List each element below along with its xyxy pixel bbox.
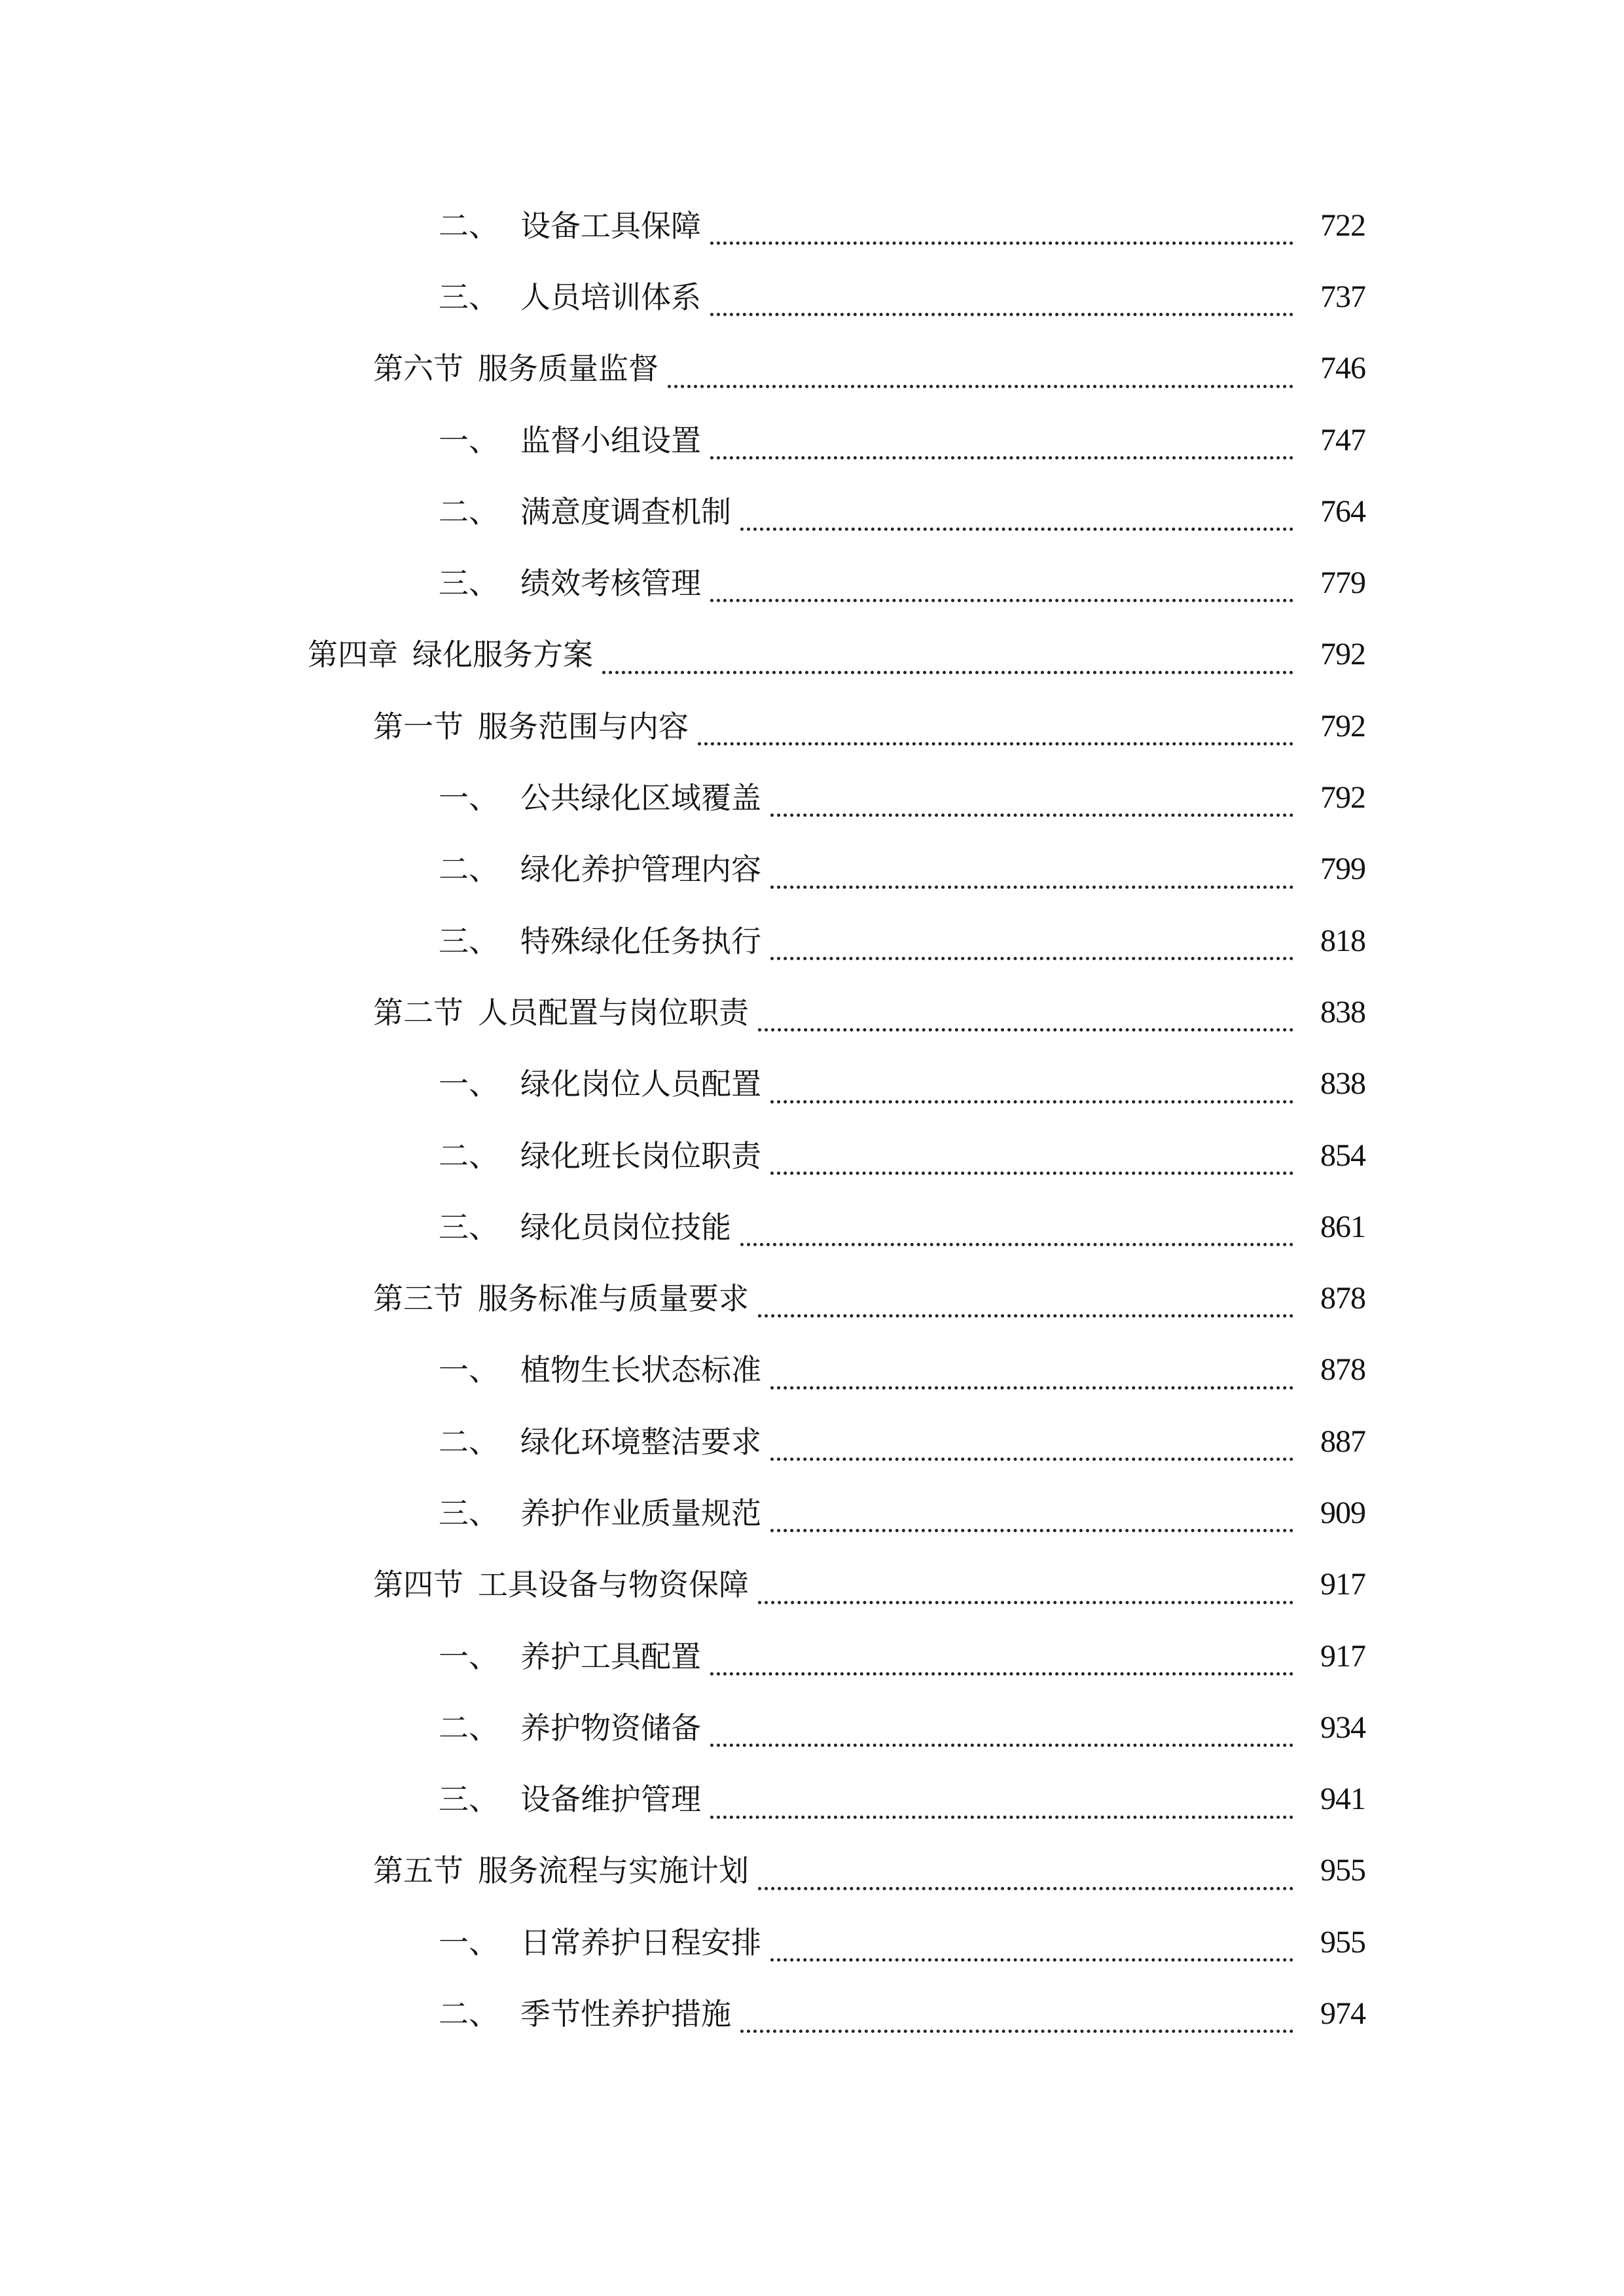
toc-entry-number: 第一节 [373, 708, 463, 744]
toc-entry-title: 绿化员岗位技能 [520, 1208, 735, 1247]
toc-entry-section[interactable] [0, 691, 1624, 762]
dot-leader [740, 1207, 1293, 1246]
toc-entry-heading [373, 993, 753, 1032]
dot-leader [710, 420, 1293, 459]
dot-leader [740, 492, 1293, 531]
toc-entry-number: 第四节 [373, 1567, 463, 1603]
toc-entry-heading [439, 1994, 735, 2034]
toc-entry-page-number: 737 [1293, 278, 1365, 317]
toc-entry-heading [439, 421, 705, 460]
toc-entry-title: 公共绿化区域覆盖 [520, 778, 765, 817]
toc-entry-heading [439, 1136, 765, 1175]
toc-entry-page-number: 722 [1293, 206, 1365, 245]
dot-leader [758, 1565, 1293, 1604]
dot-leader [698, 706, 1293, 745]
toc-entry-title: 植物生长状态标准 [520, 1350, 765, 1390]
toc-entry-number: 第二节 [373, 994, 463, 1030]
dot-leader [710, 1780, 1293, 1819]
toc-entry-heading [439, 564, 705, 603]
toc-entry-heading [373, 349, 662, 388]
toc-entry-page-number: 818 [1293, 922, 1365, 961]
toc-entry-title: 绿化服务方案 [412, 635, 597, 674]
dot-leader [710, 277, 1293, 316]
dot-leader [758, 992, 1293, 1031]
toc-entry-page-number: 764 [1293, 492, 1365, 531]
toc-entry-number: 第五节 [373, 1853, 463, 1889]
toc-entry-number: 一、 [439, 1066, 499, 1102]
toc-entry-number: 第三节 [373, 1281, 463, 1317]
toc-entry-page-number: 861 [1293, 1208, 1365, 1247]
toc-entry-title: 绿化环境整洁要求 [520, 1422, 765, 1462]
toc-entry-number: 一、 [439, 780, 499, 816]
toc-entry-page-number: 917 [1293, 1565, 1365, 1604]
toc-entry-page-number: 917 [1293, 1637, 1365, 1676]
toc-entry-page-number: 934 [1293, 1708, 1365, 1748]
toc-entry-title: 设备维护管理 [520, 1780, 705, 1819]
toc-entry-section[interactable] [0, 1835, 1624, 1907]
toc-entry-number: 三、 [439, 1495, 499, 1531]
toc-entry-number: 第六节 [373, 351, 463, 387]
dot-leader [710, 1636, 1293, 1676]
toc-entry-item[interactable] [0, 190, 1624, 261]
toc-entry-section[interactable] [0, 1549, 1624, 1621]
toc-entry-heading [373, 1565, 753, 1604]
toc-entry-heading [373, 707, 693, 746]
toc-entry-item[interactable] [0, 1907, 1624, 1978]
toc-entry-item[interactable] [0, 1692, 1624, 1763]
dot-leader [740, 1994, 1293, 2033]
toc-entry-number: 一、 [439, 422, 499, 458]
toc-entry-title: 监督小组设置 [520, 421, 705, 460]
toc-entry-heading [439, 1708, 705, 1748]
toc-entry-heading [439, 1422, 765, 1462]
toc-entry-section[interactable] [0, 1263, 1624, 1334]
toc-entry-page-number: 747 [1293, 421, 1365, 460]
toc-entry-number: 三、 [439, 1782, 499, 1818]
dot-leader [710, 563, 1293, 602]
toc-entry-item[interactable] [0, 547, 1624, 619]
toc-entry-page-number: 974 [1293, 1994, 1365, 2034]
toc-entry-title: 日常养护日程安排 [520, 1923, 765, 1962]
toc-entry-page-number: 838 [1293, 993, 1365, 1032]
toc-entry-item[interactable] [0, 834, 1624, 905]
toc-entry-title: 服务质量监督 [478, 349, 662, 388]
dot-leader [710, 206, 1293, 245]
toc-entry-number: 二、 [439, 207, 499, 243]
dot-leader [758, 1851, 1293, 1890]
table-of-contents [0, 190, 1624, 2050]
toc-entry-heading [439, 278, 705, 317]
toc-entry-number: 二、 [439, 852, 499, 888]
toc-entry-number: 第四章 [308, 637, 398, 673]
toc-entry-number: 一、 [439, 1352, 499, 1388]
toc-entry-heading [439, 1923, 765, 1962]
dot-leader [770, 1350, 1293, 1390]
toc-entry-page-number: 909 [1293, 1494, 1365, 1533]
toc-entry-heading [439, 1208, 735, 1247]
toc-entry-heading [439, 1350, 765, 1390]
toc-entry-item[interactable] [0, 476, 1624, 547]
toc-entry-number: 二、 [439, 493, 499, 529]
dot-leader [770, 1422, 1293, 1461]
dot-leader [758, 1278, 1293, 1318]
toc-entry-title: 绿化岗位人员配置 [520, 1064, 765, 1103]
toc-entry-number: 二、 [439, 1710, 499, 1746]
toc-entry-heading [439, 492, 735, 531]
toc-entry-page-number: 792 [1293, 778, 1365, 817]
toc-entry-heading [373, 1851, 753, 1890]
toc-entry-item[interactable] [0, 1621, 1624, 1692]
toc-entry-page-number: 792 [1293, 707, 1365, 746]
toc-entry-section[interactable] [0, 977, 1624, 1048]
toc-entry-title: 工具设备与物资保障 [478, 1565, 753, 1604]
dot-leader [710, 1708, 1293, 1747]
toc-entry-heading [439, 850, 765, 889]
toc-entry-heading [439, 778, 765, 817]
dot-leader [770, 1136, 1293, 1175]
toc-entry-page-number: 854 [1293, 1136, 1365, 1175]
toc-entry-number: 三、 [439, 1209, 499, 1245]
toc-entry-heading [439, 1494, 765, 1533]
toc-entry-title: 绩效考核管理 [520, 564, 705, 603]
toc-entry-chapter[interactable] [0, 619, 1624, 691]
toc-entry-number: 一、 [439, 1924, 499, 1960]
toc-entry-title: 绿化班长岗位职责 [520, 1136, 765, 1175]
toc-entry-item[interactable] [0, 1406, 1624, 1477]
toc-entry-number: 三、 [439, 923, 499, 959]
toc-entry-number: 二、 [439, 1996, 499, 2032]
toc-entry-page-number: 746 [1293, 349, 1365, 388]
toc-entry-section[interactable] [0, 333, 1624, 404]
toc-entry-title: 人员配置与岗位职责 [478, 993, 753, 1032]
toc-entry-item[interactable] [0, 1477, 1624, 1549]
toc-entry-page-number: 792 [1293, 635, 1365, 674]
dot-leader [770, 1064, 1293, 1103]
toc-entry-item[interactable] [0, 1120, 1624, 1191]
dot-leader [770, 1922, 1293, 1962]
toc-entry-title: 养护工具配置 [520, 1637, 705, 1676]
toc-entry-heading [308, 635, 597, 674]
dot-leader [770, 778, 1293, 817]
toc-entry-title: 设备工具保障 [520, 206, 705, 245]
toc-entry-title: 满意度调查机制 [520, 492, 735, 531]
toc-entry-heading [439, 1637, 705, 1676]
toc-entry-title: 养护物资储备 [520, 1708, 705, 1748]
dot-leader [770, 1493, 1293, 1532]
toc-entry-page-number: 941 [1293, 1780, 1365, 1819]
toc-entry-page-number: 887 [1293, 1422, 1365, 1462]
toc-entry-item[interactable] [0, 1335, 1624, 1406]
toc-entry-page-number: 955 [1293, 1923, 1365, 1962]
toc-entry-title: 人员培训体系 [520, 278, 705, 317]
toc-entry-number: 三、 [439, 279, 499, 315]
toc-entry-page-number: 779 [1293, 564, 1365, 603]
toc-entry-heading [373, 1279, 753, 1318]
toc-entry-item[interactable] [0, 762, 1624, 833]
toc-entry-item[interactable] [0, 905, 1624, 977]
toc-entry-page-number: 799 [1293, 850, 1365, 889]
toc-entry-page-number: 878 [1293, 1279, 1365, 1318]
toc-entry-item[interactable] [0, 404, 1624, 476]
toc-entry-title: 服务标准与质量要求 [478, 1279, 753, 1318]
toc-entry-page-number: 955 [1293, 1851, 1365, 1890]
toc-entry-heading [439, 1780, 705, 1819]
toc-entry-page-number: 878 [1293, 1350, 1365, 1390]
toc-entry-number: 二、 [439, 1424, 499, 1460]
toc-entry-item[interactable] [0, 261, 1624, 332]
toc-entry-item[interactable] [0, 1764, 1624, 1835]
dot-leader [668, 349, 1293, 388]
toc-entry-heading [439, 1064, 765, 1103]
toc-entry-item[interactable] [0, 1049, 1624, 1120]
toc-entry-number: 一、 [439, 1638, 499, 1674]
toc-entry-item[interactable] [0, 1191, 1624, 1263]
toc-entry-title: 养护作业质量规范 [520, 1494, 765, 1533]
toc-entry-title: 特殊绿化任务执行 [520, 922, 765, 961]
toc-entry-number: 三、 [439, 565, 499, 601]
toc-entry-item[interactable] [0, 1978, 1624, 2049]
toc-entry-number: 二、 [439, 1138, 499, 1174]
toc-entry-page-number: 838 [1293, 1064, 1365, 1103]
dot-leader [602, 635, 1293, 674]
toc-entry-title: 季节性养护措施 [520, 1994, 735, 2034]
toc-entry-heading [439, 206, 705, 245]
toc-entry-title: 服务流程与实施计划 [478, 1851, 753, 1890]
toc-entry-heading [439, 922, 765, 961]
toc-entry-title: 绿化养护管理内容 [520, 850, 765, 889]
dot-leader [770, 921, 1293, 960]
dot-leader [770, 850, 1293, 889]
toc-entry-title: 服务范围与内容 [478, 707, 693, 746]
